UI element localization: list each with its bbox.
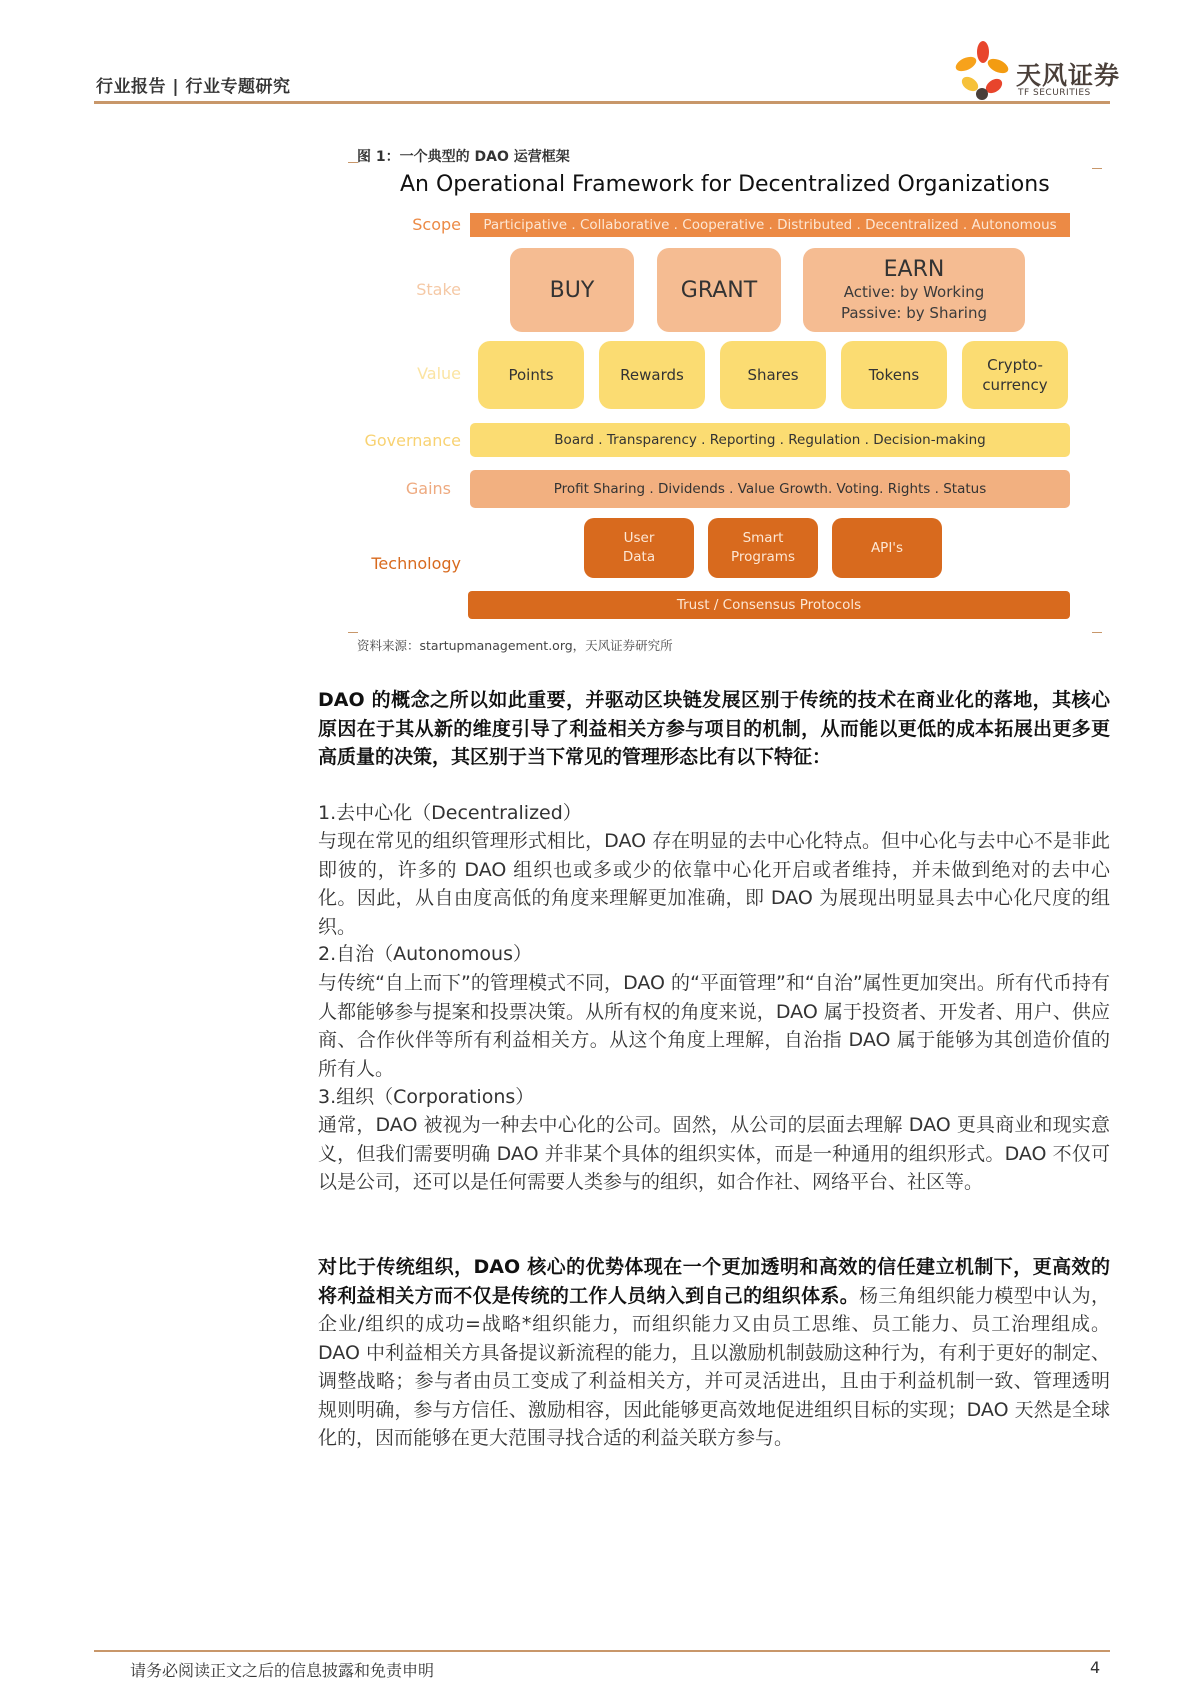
paragraph-corporations: 通常，DAO 被视为一种去中心化的公司。固然，从公司的层面去理解 DAO 更具商业和现实意义，但我们需要明确 DAO 并非某个具体的组织实体，而是一种通用的组织形式。DAO 不仅可以是公司，还可以是任何需要人类参与的组织，如合作社、网络平台、社区等。 [318, 1114, 1110, 1193]
figure-corner-tick [1092, 632, 1102, 633]
logo-english-name: TF SECURITIES [1018, 88, 1091, 98]
stake-grant-text: GRANT [680, 277, 758, 303]
stake-card-earn [803, 248, 1025, 332]
heading-autonomous: 2.自治（Autonomous） [318, 943, 532, 965]
figure-title: An Operational Framework for Decentralized Organizations [400, 172, 1050, 197]
earn-passive-text: Passive: by Sharing [840, 303, 988, 322]
governance-bar: Board . Transparency . Reporting . Regulation . Decision-making [470, 423, 1070, 457]
header-divider [94, 101, 1110, 104]
earn-active-text: Active: by Working [843, 282, 985, 301]
trust-consensus-bar: Trust / Consensus Protocols [468, 591, 1070, 619]
paragraph-decentralized: 与现在常见的组织管理形式相比，DAO 存在明显的去中心化特点。但中心化与去中心不是非此即彼的，许多的 DAO 组织也或多或少的依靠中心化开启或者维持，并未做到绝对的去中心化。因此，从自由度高低的角度来理解更加准确，即 DAO 为展现出明显具去中心化尺度的组织。 [318, 830, 1110, 938]
heading-decentralized: 1.去中心化（Decentralized） [318, 802, 582, 824]
label-technology: Technology [371, 554, 461, 573]
value-points-text: Points [508, 366, 554, 384]
paragraph-autonomous: 与传统“自上而下”的管理模式不同，DAO 的“平面管理”和“自治”属性更加突出。所有代币持有人都能够参与提案和投票决策。从所有权的角度来说，DAO 属于投资者、开发者、用户、供应商、合作伙伴等所有利益相关方。从这个角度上理解，自治指 DAO 属于能够为其创造价值的所有人。 [318, 972, 1110, 1080]
value-crypto-line2: currency [982, 376, 1048, 394]
stake-buy-text: BUY [549, 277, 595, 303]
label-value: Value [417, 364, 461, 383]
figure-caption: 图 1：一个典型的 DAO 运营框架 [357, 149, 570, 165]
value-card-shares [720, 341, 826, 409]
label-scope: Scope [412, 215, 461, 234]
label-stake: Stake [416, 280, 461, 299]
value-tokens-text: Tokens [868, 366, 920, 384]
heading-corporations: 3.组织（Corporations） [318, 1086, 535, 1108]
figure-corner-tick [348, 632, 358, 633]
value-rewards-text: Rewards [620, 366, 684, 384]
stake-card-buy [510, 248, 634, 332]
gains-bar: Profit Sharing . Dividends . Value Growth. Voting. Rights . Status [470, 470, 1070, 508]
value-shares-text: Shares [747, 366, 799, 384]
advantage-body-text: 杨三角组织能力模型中认为，企业/组织的成功=战略*组织能力，而组织能力又由员工思维、员工能力、员工治理组成。DAO 中利益相关方具备提议新流程的能力，且以激励机制鼓励这种行为，有利于更好的制定、调整战略；参与者由员工变成了利益相关方，并可灵活进出，且由于利益机制一致、管理透明规则明确，参与方信任、激励相容，因此能够更高效地促进组织目标的实现；DAO 天然是全球化的，因而能够在更大范围寻找合适的利益关联方参与。 [318, 1284, 1110, 1449]
value-card-points [478, 341, 584, 409]
scope-bar: Participative . Collaborative . Cooperative . Distributed . Decentralized . Autonomous [470, 213, 1070, 237]
advantage-paragraph [318, 1253, 1110, 1453]
footer-disclaimer: 请务必阅读正文之后的信息披露和免责申明 [130, 1661, 435, 1680]
tech-card-user-data [584, 518, 694, 578]
tf-securities-logo [950, 40, 1120, 102]
value-card-rewards [599, 341, 705, 409]
stake-card-grant [657, 248, 781, 332]
tech-card-apis [832, 518, 942, 578]
value-crypto-line1: Crypto- [987, 356, 1043, 374]
logo-chinese-name: 天风证券 [1016, 61, 1121, 90]
logo-flower-icon [950, 40, 1016, 102]
figure-source: 资料来源：startupmanagement.org，天风证券研究所 [357, 638, 673, 653]
advantage-bold-text: 对比于传统组织，DAO 核心的优势体现在一个更加透明和高效的信任建立机制下，更高效的将利益相关方而不仅是传统的工作人员纳入到自己的组织体系。 [318, 1256, 1110, 1307]
value-card-tokens [841, 341, 947, 409]
figure-corner-tick [1092, 168, 1102, 169]
label-governance: Governance [364, 431, 461, 450]
tech-smart-line1: Smart [742, 530, 784, 546]
page-number: 4 [1090, 1658, 1101, 1677]
tech-user-line2: Data [622, 549, 656, 565]
footer-divider [94, 1650, 1110, 1652]
stake-earn-text: EARN [883, 256, 945, 282]
tech-user-line1: User [623, 530, 655, 546]
tech-apis-text: API's [870, 539, 904, 556]
tech-card-smart-programs [708, 518, 818, 578]
value-card-cryptocurrency [962, 341, 1068, 409]
label-gains: Gains [405, 479, 451, 498]
tech-smart-line2: Programs [731, 549, 795, 565]
intro-paragraph: DAO 的概念之所以如此重要，并驱动区块链发展区别于传统的技术在商业化的落地，其核心原因在于其从新的维度引导了利益相关方参与项目的机制，从而能以更低的成本拓展出更多更高质量的决策，其区别于当下常见的管理形态比有以下特征： [318, 689, 1110, 768]
report-category: 行业报告 | 行业专题研究 [96, 77, 291, 97]
